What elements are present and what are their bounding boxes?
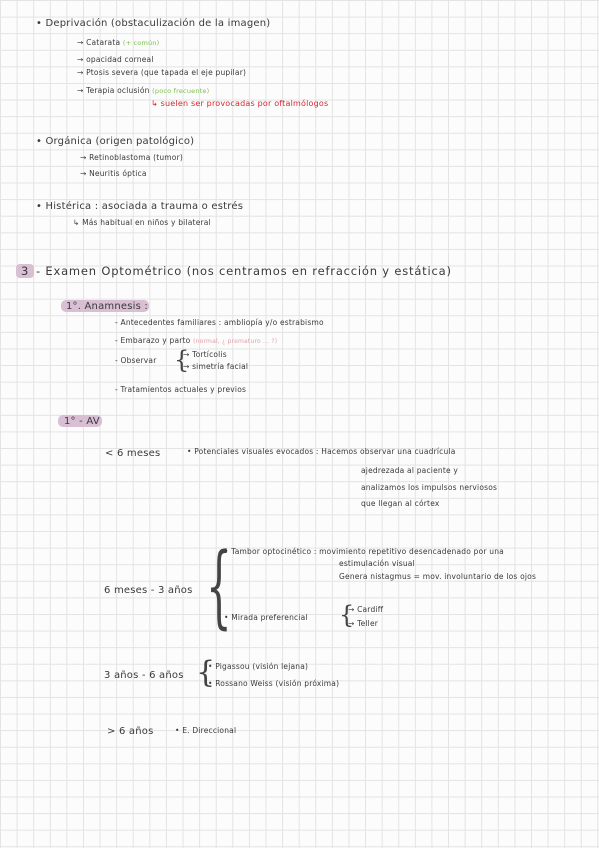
note: (poco frecuente)	[152, 87, 210, 95]
age-label: > 6 años	[107, 726, 154, 737]
list-item: estimulación visual	[339, 559, 415, 568]
list-item: • Potenciales visuales evocados : Hacemos observar una cuadrícula	[187, 447, 456, 456]
age-label: 6 meses - 3 años	[104, 585, 193, 596]
brace: {	[339, 601, 355, 629]
list-item: → Terapia oclusión (poco frecuente)	[77, 86, 210, 95]
list-item: → Tortícolis	[183, 350, 227, 359]
av-label: 1° - AV	[64, 416, 100, 427]
organica-title: • Orgánica (origen patológico)	[36, 136, 195, 147]
section-title: - Examen Optométrico (nos centramos en refracción y estática)	[36, 264, 452, 278]
list-item: • Mirada preferencial	[224, 613, 308, 622]
list-item: ajedrezada al paciente y	[361, 466, 459, 475]
list-item: → Ptosis severa (que tapada el eje pupilar)	[77, 68, 247, 77]
list-item: • Rossano Weiss (visión próxima)	[208, 679, 340, 688]
histerica-sub: ↳ Más habitual en niños y bilateral	[73, 218, 211, 227]
red-note: ↳ suelen ser provocadas por oftalmólogos	[151, 99, 329, 108]
section-number: 3	[21, 264, 30, 278]
note: (+ común)	[122, 39, 160, 47]
brace: {	[206, 534, 232, 639]
age-label: 3 años - 6 años	[104, 670, 184, 681]
brace: {	[174, 346, 190, 374]
list-item: → Teller	[348, 619, 379, 628]
list-item: • E. Direccional	[175, 726, 237, 735]
list-item: → Catarata (+ común)	[77, 38, 160, 47]
list-item: que llegan al córtex	[361, 499, 440, 508]
list-item: - Observar	[115, 356, 157, 365]
list-item: • Tambor optocinético : movimiento repetitivo desencadenado por una	[224, 547, 504, 556]
list-item: → Neuritis óptica	[80, 169, 147, 178]
age-label: < 6 meses	[105, 448, 161, 459]
list-item: - Tratamientos actuales y previos	[115, 385, 247, 394]
list-item: analizamos los impulsos nerviosos	[361, 483, 498, 492]
list-item: → simetría facial	[183, 362, 249, 371]
list-item: → Retinoblastoma (tumor)	[80, 153, 184, 162]
brace: {	[196, 655, 216, 690]
anamnesis-label: 1°. Anamnesis :	[66, 301, 149, 312]
note: (normal, ¿ prematuro ... ?)	[193, 338, 278, 345]
list-item: - Antecedentes familiares : ambliopía y/o estrabismo	[115, 318, 324, 327]
list-item: → Cardiff	[348, 605, 384, 614]
list-item: → opacidad corneal	[77, 55, 154, 64]
histerica-title: • Histérica : asociada a trauma o estrés	[36, 201, 244, 212]
list-item: - Embarazo y parto (normal, ¿ prematuro ... ?)	[115, 336, 278, 345]
list-item: Genera nistagmus = mov. involuntario de los ojos	[339, 572, 537, 581]
privacion-title: • Deprivación (obstaculización de la imagen)	[36, 18, 271, 29]
list-item: • Pigassou (visión lejana)	[208, 662, 309, 671]
